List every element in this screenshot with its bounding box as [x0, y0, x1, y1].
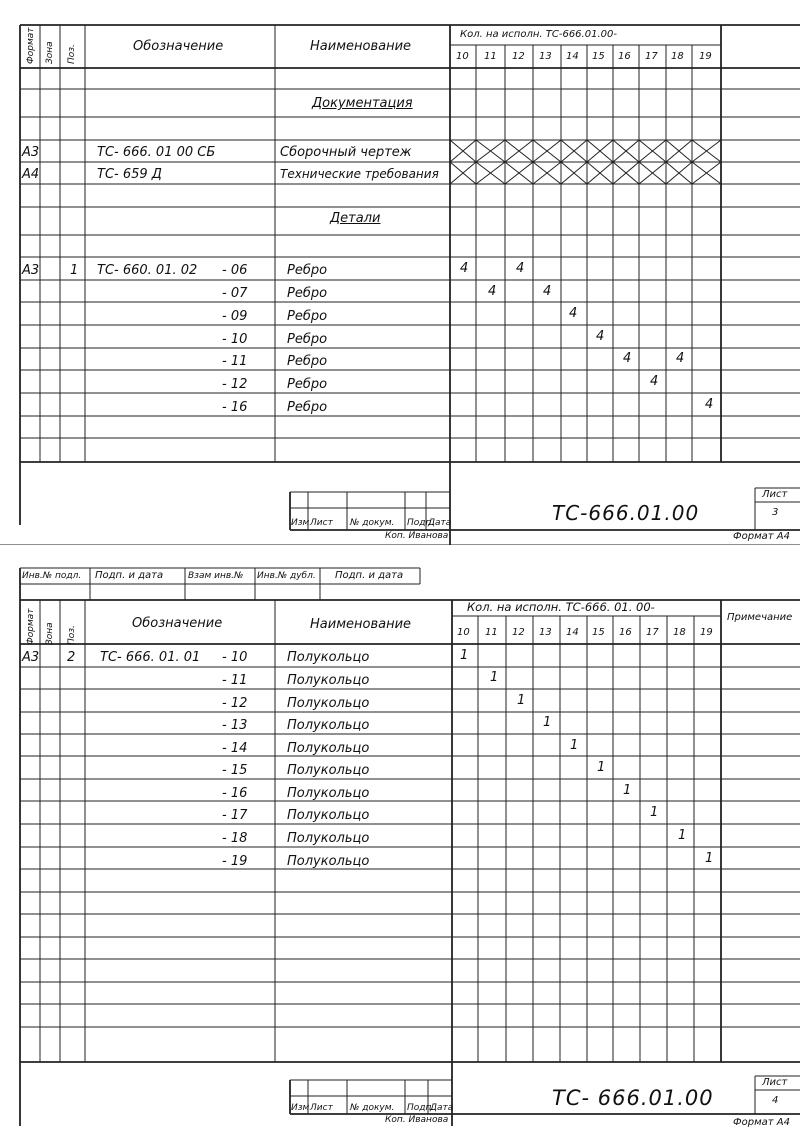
qty-cell: 1 — [517, 693, 526, 708]
row-designation: ТС- 659 Д — [97, 167, 162, 182]
row-name: Полукольцо — [287, 741, 370, 756]
section-parts: Детали — [330, 211, 381, 226]
row-name: Полукольцо — [287, 808, 370, 823]
row-suffix: - 11 — [222, 673, 248, 688]
strip-sign-date: Подп. и дата — [95, 570, 164, 581]
qty-cell: 1 — [570, 738, 579, 753]
exec-12: 12 — [512, 627, 525, 638]
doc-number: ТС- 666.01.00 — [552, 1086, 714, 1110]
qty-cell: 4 — [596, 329, 605, 344]
exec-17: 17 — [645, 51, 658, 62]
qty-cell: 4 — [650, 374, 659, 389]
exec-16: 16 — [618, 51, 631, 62]
row-suffix: - 17 — [222, 808, 248, 823]
exec-11: 11 — [485, 627, 498, 638]
strip-inv-dubl: Инв.№ дубл. — [257, 571, 316, 581]
col-pos-header: Поз. — [67, 625, 77, 645]
exec-18: 18 — [671, 51, 684, 62]
row-pos: 1 — [70, 263, 79, 278]
row-suffix: - 16 — [222, 786, 248, 801]
row-name: Ребро — [287, 332, 328, 347]
col-zone-header: Зона — [45, 41, 55, 64]
row-designation: ТС- 666. 01. 01 — [100, 650, 201, 665]
strip-vzam: Взам инв.№ — [188, 571, 244, 581]
row-name: Полукольцо — [287, 854, 370, 869]
col-designation-header: Обозначение — [133, 39, 224, 54]
exec-11: 11 — [484, 51, 497, 62]
spec-sheet-4 — [0, 566, 800, 1132]
exec-10: 10 — [457, 627, 470, 638]
col-zone-header: Зона — [45, 622, 55, 645]
row-fmt: А3 — [22, 145, 40, 160]
exec-17: 17 — [646, 627, 659, 638]
exec-13: 13 — [539, 627, 552, 638]
row-suffix: - 19 — [222, 854, 248, 869]
row-designation: ТС- 666. 01 00 СБ — [97, 145, 216, 160]
sheet-label: Лист — [762, 1077, 788, 1088]
qty-cell: 1 — [490, 670, 499, 685]
qty-cell: 4 — [623, 351, 632, 366]
exec-15: 15 — [592, 627, 605, 638]
row-suffix: - 07 — [222, 286, 248, 301]
qty-cell: 4 — [488, 284, 497, 299]
row-suffix: - 09 — [222, 309, 248, 324]
col-format-header: Формат — [26, 27, 36, 64]
row-suffix: - 15 — [222, 763, 248, 778]
stamp-date: Дата — [428, 518, 452, 528]
stamp-sign: Подп. — [407, 518, 435, 528]
stamp-list: Лист — [310, 1103, 333, 1113]
stamp-sign: Подп. — [407, 1103, 435, 1113]
sheet-number: 3 — [772, 507, 779, 518]
qty-cell: 4 — [460, 261, 469, 276]
exec-10: 10 — [456, 51, 469, 62]
row-suffix: - 06 — [222, 263, 248, 278]
qty-cell: 1 — [597, 760, 606, 775]
copied-by: Коп. Иванова — [385, 531, 449, 541]
row-name: Полукольцо — [287, 763, 370, 778]
qty-cell: 1 — [705, 851, 714, 866]
sheet-number: 4 — [772, 1095, 779, 1106]
row-name: Полукольцо — [287, 831, 370, 846]
row-fmt: А4 — [22, 167, 40, 182]
row-suffix: - 12 — [222, 377, 248, 392]
row-suffix: - 13 — [222, 718, 248, 733]
row-name: Полукольцо — [287, 696, 370, 711]
row-suffix: - 12 — [222, 696, 248, 711]
qty-cell: 4 — [543, 284, 552, 299]
qty-cell: 1 — [678, 828, 687, 843]
stamp-date: Дата — [430, 1103, 454, 1113]
exec-16: 16 — [619, 627, 632, 638]
doc-number: ТС-666.01.00 — [552, 501, 700, 525]
row-name: Ребро — [287, 377, 328, 392]
exec-13: 13 — [539, 51, 552, 62]
qty-title: Кол. на исполн. ТС-666.01.00- — [460, 29, 617, 40]
row-name: Ребро — [287, 286, 328, 301]
row-name: Полукольцо — [287, 673, 370, 688]
qty-cell: 1 — [650, 805, 659, 820]
row-name: Сборочный чертеж — [280, 145, 412, 160]
format-label: Формат А4 — [733, 1117, 790, 1128]
section-documentation: Документация — [312, 96, 413, 111]
row-name: Технические требования — [280, 167, 439, 181]
stamp-izm: Изм — [291, 1103, 310, 1113]
row-suffix: - 10 — [222, 650, 248, 665]
col-name-header: Наименование — [310, 617, 412, 632]
row-name: Полукольцо — [287, 650, 370, 665]
exec-19: 19 — [700, 627, 713, 638]
row-name: Полукольцо — [287, 786, 370, 801]
exec-14: 14 — [566, 51, 579, 62]
qty-cell: 1 — [623, 783, 632, 798]
exec-14: 14 — [566, 627, 579, 638]
qty-cell: 4 — [676, 351, 685, 366]
strip-inv-podl: Инв.№ подл. — [22, 571, 82, 581]
row-pos: 2 — [67, 650, 76, 665]
qty-cell: 4 — [705, 397, 714, 412]
row-suffix: - 18 — [222, 831, 248, 846]
exec-12: 12 — [512, 51, 525, 62]
row-suffix: - 14 — [222, 741, 248, 756]
sheet-label: Лист — [762, 489, 788, 500]
qty-cell: 4 — [516, 261, 525, 276]
spec-sheet-3 — [0, 0, 800, 545]
qty-cell: 4 — [569, 306, 578, 321]
col-designation-header: Обозначение — [132, 616, 223, 631]
stamp-list: Лист — [310, 518, 333, 528]
row-suffix: - 11 — [222, 354, 248, 369]
stamp-izm: Изм — [291, 518, 310, 528]
copied-by: Коп. Иванова — [385, 1115, 449, 1125]
col-note-header: Примечание — [727, 612, 793, 623]
strip-sign-date-2: Подп. и дата — [335, 570, 404, 581]
row-name: Полукольцо — [287, 718, 370, 733]
stamp-docnum: № докум. — [350, 518, 395, 528]
col-pos-header: Поз. — [67, 44, 77, 64]
exec-18: 18 — [673, 627, 686, 638]
row-name: Ребро — [287, 354, 328, 369]
row-fmt: А3 — [22, 650, 40, 665]
row-fmt: А3 — [22, 263, 40, 278]
row-name: Ребро — [287, 309, 328, 324]
row-suffix: - 16 — [222, 400, 248, 415]
col-name-header: Наименование — [310, 39, 412, 54]
col-format-header: Формат — [26, 608, 36, 645]
stamp-docnum: № докум. — [350, 1103, 395, 1113]
qty-title: Кол. на исполн. ТС-666. 01. 00- — [467, 600, 655, 614]
exec-19: 19 — [699, 51, 712, 62]
qty-cell: 1 — [460, 648, 469, 663]
row-designation: ТС- 660. 01. 02 — [97, 263, 198, 278]
qty-cell: 1 — [543, 715, 552, 730]
row-suffix: - 10 — [222, 332, 248, 347]
exec-15: 15 — [592, 51, 605, 62]
row-name: Ребро — [287, 400, 328, 415]
row-name: Ребро — [287, 263, 328, 278]
format-label: Формат А4 — [733, 531, 790, 542]
